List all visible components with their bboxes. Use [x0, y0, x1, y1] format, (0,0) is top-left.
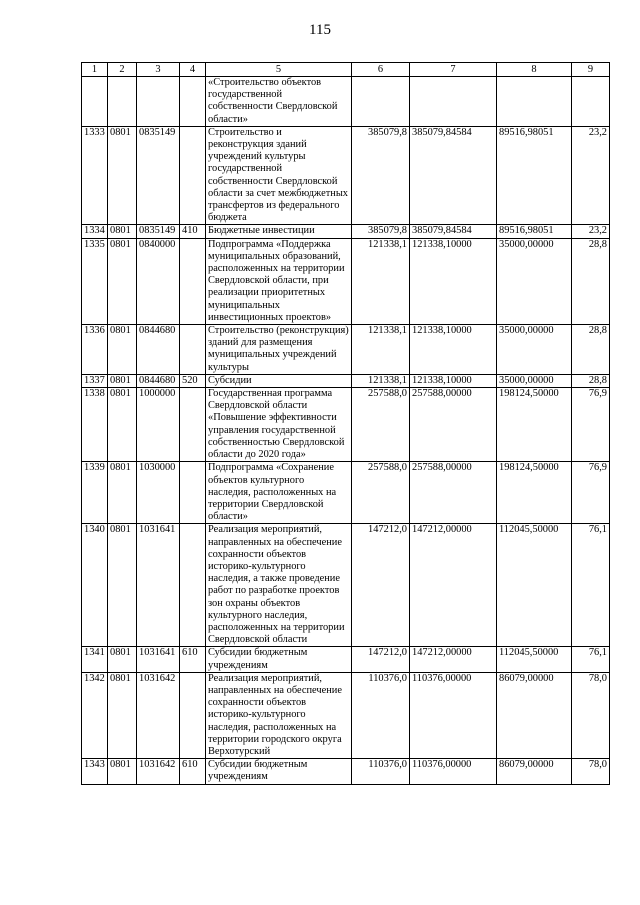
refined-amount-cell: 147212,00000 — [410, 524, 497, 647]
budget-table — [81, 62, 610, 785]
refined-amount-cell: 147212,00000 — [410, 647, 497, 672]
approved-amount-cell: 147212,0 — [352, 647, 410, 672]
column-header: 9 — [572, 63, 610, 77]
table-row — [82, 462, 610, 524]
percent-cell: 28,8 — [572, 374, 610, 387]
target-code-cell: 0835149 — [137, 126, 180, 225]
expense-type-cell — [180, 77, 206, 127]
target-code-cell: 0844680 — [137, 325, 180, 375]
refined-amount-cell: 257588,00000 — [410, 462, 497, 524]
approved-amount-cell: 257588,0 — [352, 462, 410, 524]
executed-amount-cell: 35000,00000 — [497, 374, 572, 387]
item-name-cell: Субсидии — [206, 374, 352, 387]
refined-amount-cell: 110376,00000 — [410, 759, 497, 784]
table-row — [82, 77, 610, 127]
percent-cell: 23,2 — [572, 126, 610, 225]
executed-amount-cell: 112045,50000 — [497, 524, 572, 647]
item-name-cell: Бюджетные инвестиции — [206, 225, 352, 238]
percent-cell: 76,1 — [572, 647, 610, 672]
executed-amount-cell: 89516,98051 — [497, 126, 572, 225]
section-code-cell: 0801 — [108, 325, 137, 375]
percent-cell: 76,9 — [572, 462, 610, 524]
row-number-cell: 1336 — [82, 325, 108, 375]
executed-amount-cell: 112045,50000 — [497, 647, 572, 672]
refined-amount-cell: 385079,84584 — [410, 225, 497, 238]
target-code-cell: 1031641 — [137, 647, 180, 672]
item-name-cell: Реализация мероприятий, направленных на обеспечение сохранности объектов историко-культурного наследия, расположенных на территории городского округа Верхотурский — [206, 672, 352, 758]
row-number-cell: 1342 — [82, 672, 108, 758]
table-row — [82, 225, 610, 238]
approved-amount-cell: 110376,0 — [352, 672, 410, 758]
table-row — [82, 238, 610, 324]
percent-cell: 28,8 — [572, 325, 610, 375]
approved-amount-cell: 385079,8 — [352, 225, 410, 238]
approved-amount-cell: 121338,1 — [352, 238, 410, 324]
expense-type-cell — [180, 126, 206, 225]
row-number-cell — [82, 77, 108, 127]
section-code-cell: 0801 — [108, 126, 137, 225]
row-number-cell: 1343 — [82, 759, 108, 784]
table-row — [82, 374, 610, 387]
expense-type-cell: 410 — [180, 225, 206, 238]
target-code-cell: 0840000 — [137, 238, 180, 324]
target-code-cell — [137, 77, 180, 127]
section-code-cell: 0801 — [108, 524, 137, 647]
target-code-cell: 1031642 — [137, 672, 180, 758]
expense-type-cell — [180, 325, 206, 375]
table-body — [82, 77, 610, 785]
approved-amount-cell — [352, 77, 410, 127]
expense-type-cell — [180, 524, 206, 647]
table-row — [82, 325, 610, 375]
row-number-cell: 1335 — [82, 238, 108, 324]
refined-amount-cell: 257588,00000 — [410, 388, 497, 462]
approved-amount-cell: 110376,0 — [352, 759, 410, 784]
target-code-cell: 1030000 — [137, 462, 180, 524]
column-header: 8 — [497, 63, 572, 77]
column-header: 4 — [180, 63, 206, 77]
item-name-cell: Строительство и реконструкция зданий учреждений культуры государственной собственности Свердловской области за счет межбюджетных трансфертов из федерального бюджета — [206, 126, 352, 225]
expense-type-cell: 610 — [180, 647, 206, 672]
percent-cell: 78,0 — [572, 672, 610, 758]
table-row — [82, 759, 610, 784]
approved-amount-cell: 257588,0 — [352, 388, 410, 462]
percent-cell: 23,2 — [572, 225, 610, 238]
item-name-cell: Реализация мероприятий, направленных на обеспечение сохранности объектов историко-культурного наследия, а также проведение работ по разработке проектов зон охраны объектов культурного наследия, расположенных на территории Свердловской области — [206, 524, 352, 647]
table-row — [82, 524, 610, 647]
column-header: 6 — [352, 63, 410, 77]
refined-amount-cell: 110376,00000 — [410, 672, 497, 758]
section-code-cell: 0801 — [108, 672, 137, 758]
table-row — [82, 672, 610, 758]
item-name-cell: Субсидии бюджетным учреждениям — [206, 647, 352, 672]
item-name-cell: Субсидии бюджетным учреждениям — [206, 759, 352, 784]
percent-cell: 28,8 — [572, 238, 610, 324]
approved-amount-cell: 121338,1 — [352, 374, 410, 387]
item-name-cell: Строительство (реконструкция) зданий для размещения муниципальных учреждений культуры — [206, 325, 352, 375]
approved-amount-cell: 121338,1 — [352, 325, 410, 375]
executed-amount-cell: 35000,00000 — [497, 325, 572, 375]
table-row — [82, 126, 610, 225]
header-row — [82, 63, 610, 77]
column-header: 3 — [137, 63, 180, 77]
refined-amount-cell: 121338,10000 — [410, 238, 497, 324]
percent-cell: 76,1 — [572, 524, 610, 647]
target-code-cell: 1031642 — [137, 759, 180, 784]
expense-type-cell — [180, 462, 206, 524]
column-header: 7 — [410, 63, 497, 77]
table-row — [82, 647, 610, 672]
section-code-cell: 0801 — [108, 759, 137, 784]
section-code-cell: 0801 — [108, 374, 137, 387]
executed-amount-cell: 198124,50000 — [497, 462, 572, 524]
section-code-cell: 0801 — [108, 225, 137, 238]
expense-type-cell — [180, 238, 206, 324]
page-number: 115 — [309, 22, 331, 38]
approved-amount-cell: 385079,8 — [352, 126, 410, 225]
section-code-cell: 0801 — [108, 238, 137, 324]
executed-amount-cell: 35000,00000 — [497, 238, 572, 324]
row-number-cell: 1339 — [82, 462, 108, 524]
item-name-cell: Подпрограмма «Сохранение объектов культурного наследия, расположенных на территории Свердловской области» — [206, 462, 352, 524]
target-code-cell: 1031641 — [137, 524, 180, 647]
percent-cell — [572, 77, 610, 127]
refined-amount-cell: 121338,10000 — [410, 374, 497, 387]
row-number-cell: 1340 — [82, 524, 108, 647]
expense-type-cell: 610 — [180, 759, 206, 784]
column-header: 2 — [108, 63, 137, 77]
row-number-cell: 1337 — [82, 374, 108, 387]
percent-cell: 78,0 — [572, 759, 610, 784]
section-code-cell: 0801 — [108, 647, 137, 672]
target-code-cell: 0844680 — [137, 374, 180, 387]
target-code-cell: 0835149 — [137, 225, 180, 238]
row-number-cell: 1341 — [82, 647, 108, 672]
section-code-cell: 0801 — [108, 388, 137, 462]
table-row — [82, 388, 610, 462]
item-name-cell: «Строительство объектов государственной собственности Свердловской области» — [206, 77, 352, 127]
expense-type-cell: 520 — [180, 374, 206, 387]
executed-amount-cell — [497, 77, 572, 127]
column-header: 5 — [206, 63, 352, 77]
refined-amount-cell — [410, 77, 497, 127]
row-number-cell: 1333 — [82, 126, 108, 225]
row-number-cell: 1338 — [82, 388, 108, 462]
approved-amount-cell: 147212,0 — [352, 524, 410, 647]
section-code-cell: 0801 — [108, 462, 137, 524]
target-code-cell: 1000000 — [137, 388, 180, 462]
executed-amount-cell: 86079,00000 — [497, 672, 572, 758]
item-name-cell: Подпрограмма «Поддержка муниципальных образований, расположенных на территории Свердловской области, при реализации приоритетных муниципальных инвестиционных проектов» — [206, 238, 352, 324]
row-number-cell: 1334 — [82, 225, 108, 238]
section-code-cell — [108, 77, 137, 127]
refined-amount-cell: 385079,84584 — [410, 126, 497, 225]
expense-type-cell — [180, 672, 206, 758]
column-header: 1 — [82, 63, 108, 77]
executed-amount-cell: 198124,50000 — [497, 388, 572, 462]
executed-amount-cell: 86079,00000 — [497, 759, 572, 784]
item-name-cell: Государственная программа Свердловской области «Повышение эффективности управления государственной собственностью Свердловской области до 2020 года» — [206, 388, 352, 462]
refined-amount-cell: 121338,10000 — [410, 325, 497, 375]
executed-amount-cell: 89516,98051 — [497, 225, 572, 238]
percent-cell: 76,9 — [572, 388, 610, 462]
expense-type-cell — [180, 388, 206, 462]
